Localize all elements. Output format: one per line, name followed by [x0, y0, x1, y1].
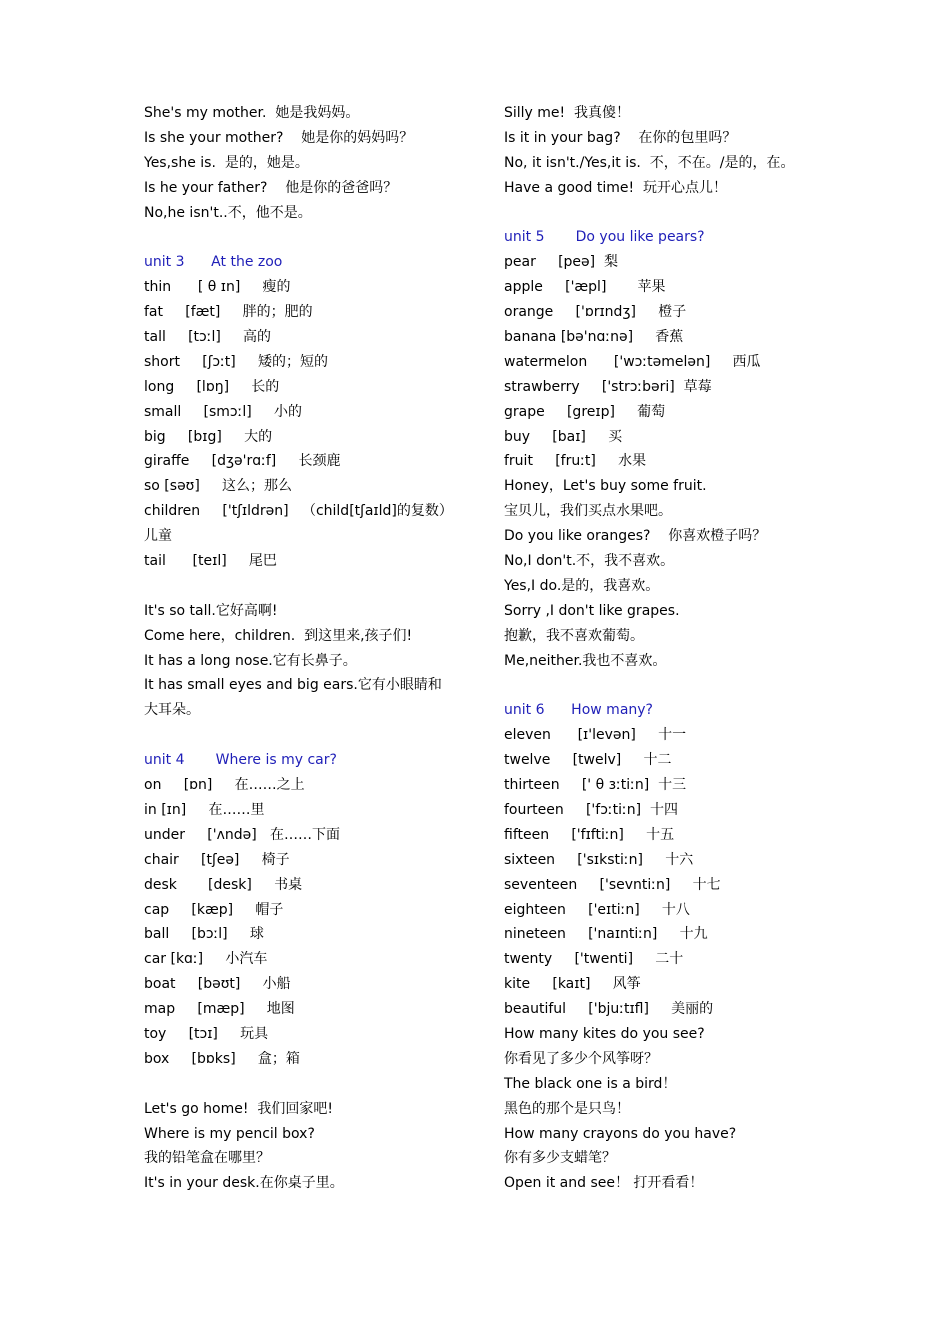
text-line: map [mæp] 地图 [144, 1001, 295, 1018]
text-line: box [bɒks] 盒；箱 [144, 1050, 300, 1067]
text-line: 我的铅笔盒在哪里？ [144, 1150, 270, 1167]
spacer [504, 201, 834, 226]
text-line: thirteen [' θ ɜːtiːn] 十三 [504, 777, 687, 794]
text-line: watermelon ['wɔːtəmelən] 西瓜 [504, 353, 761, 370]
text-line: The black one is a bird！ [504, 1075, 677, 1092]
text-line: fat [fæt] 胖的；肥的 [144, 304, 313, 321]
text-line: eleven [ɪ'levən] 十一 [504, 727, 687, 744]
text-line: car [kɑː] 小汽车 [144, 951, 268, 968]
text-line: No,I don't.不，我不喜欢。 [504, 553, 675, 570]
text-line: twenty ['twenti] 二十 [504, 951, 684, 968]
text-line: fourteen ['fɔːtiːn] 十四 [504, 801, 678, 818]
text-line: desk [desk] 书桌 [144, 876, 303, 893]
text-line: ball [bɔːl] 球 [144, 926, 264, 943]
text-line: giraffe [dʒə'rɑːf] 长颈鹿 [144, 453, 341, 470]
text-line: 你有多少支蜡笔？ [504, 1150, 616, 1167]
spacer [144, 574, 464, 599]
text-line: toy [tɔɪ] 玩具 [144, 1025, 269, 1042]
text-line: 大耳朵。 [144, 702, 200, 719]
text-line: strawberry ['strɔːbəri] 草莓 [504, 378, 712, 395]
text-line: tail [teɪl] 尾巴 [144, 553, 277, 570]
text-line: It has a long nose.它有长鼻子。 [144, 652, 357, 669]
unit-heading: unit 3 At the zoo [144, 254, 283, 271]
text-line: Do you like oranges? 你喜欢橙子吗？ [504, 528, 767, 545]
text-line: beautiful ['bjuːtɪfl] 美丽的 [504, 1001, 714, 1018]
text-line: so [səʊ] 这么；那么 [144, 478, 293, 495]
text-line: 黑色的那个是只鸟！ [504, 1100, 630, 1117]
text-line: in [ɪn] 在……里 [144, 801, 265, 818]
text-line: apple ['æpl] 苹果 [504, 279, 666, 296]
text-line: tall [tɔːl] 高的 [144, 329, 272, 346]
text-line: 抱歉，我不喜欢葡萄。 [504, 627, 644, 644]
text-line: on [ɒn] 在……之上 [144, 777, 305, 794]
spacer [144, 225, 464, 250]
text-line: twelve [twelv] 十二 [504, 752, 672, 769]
text-line: Silly me! 我真傻！ [504, 105, 631, 121]
text-line: Come here，children. 到这里来,孩子们! [144, 627, 413, 644]
text-line: thin [ θ ɪn] 瘦的 [144, 279, 291, 296]
text-line: 儿童 [144, 528, 172, 545]
text-line: fruit [fruːt] 水果 [504, 453, 647, 470]
text-line: eighteen ['eɪtiːn] 十八 [504, 901, 690, 918]
text-line: Is she your mother? 她是你的妈妈吗？ [144, 129, 414, 146]
text-line: banana [bə'nɑːnə] 香蕉 [504, 329, 684, 346]
text-line: long [lɒŋ] 长的 [144, 378, 280, 395]
text-line: How many crayons do you have? [504, 1125, 737, 1142]
text-line: cap [kæp] 帽子 [144, 901, 284, 918]
text-line: boat [bəʊt] 小船 [144, 976, 291, 993]
left-column [144, 101, 464, 1196]
text-line: big [bɪg] 大的 [144, 428, 273, 445]
text-line: chair [tʃeə] 椅子 [144, 851, 290, 868]
right-column [504, 101, 834, 1196]
text-line: small [smɔːl] 小的 [144, 403, 302, 420]
text-line: Let's go home! 我们回家吧! [144, 1100, 333, 1117]
text-line: kite [kaɪt] 风筝 [504, 976, 641, 993]
text-line: Where is my pencil box? [144, 1125, 315, 1142]
text-line: seventeen ['sevntiːn] 十七 [504, 876, 721, 893]
spacer [504, 673, 834, 698]
text-line: It has small eyes and big ears.它有小眼睛和 [144, 677, 442, 694]
text-line: It's so tall.它好高啊! [144, 602, 278, 619]
text-line: Honey，Let's buy some fruit. [504, 478, 707, 495]
unit-heading: unit 4 Where is my car? [144, 752, 337, 769]
text-line: sixteen ['sɪkstiːn] 十六 [504, 851, 694, 868]
text-line: 宝贝儿，我们买点水果吧。 [504, 503, 672, 520]
spacer [144, 1072, 464, 1097]
text-line: How many kites do you see? [504, 1025, 705, 1042]
spacer [144, 723, 464, 748]
text-line: pear [peə] 梨 [504, 254, 619, 271]
text-line: Me,neither.我也不喜欢。 [504, 652, 667, 669]
text-line: under ['ʌndə] 在……下面 [144, 826, 341, 843]
text-line: No, it isn't./Yes,it is. 不，不在。/是的，在。 [504, 154, 795, 171]
text-line: No,he isn't..不，他不是。 [144, 204, 312, 221]
text-line: Is it in your bag? 在你的包里吗？ [504, 129, 737, 146]
text-line: Yes,she is. 是的，她是。 [144, 154, 309, 171]
text-line: It's in your desk.在你桌子里。 [144, 1175, 344, 1192]
text-line: orange ['ɒrɪndʒ] 橙子 [504, 304, 687, 321]
text-line: Sorry ,I don't like grapes. [504, 602, 680, 619]
text-line: Open it and see！ 打开看看！ [504, 1175, 704, 1192]
text-line: Yes,I do.是的，我喜欢。 [504, 577, 660, 594]
text-line: She's my mother. 她是我妈妈。 [144, 105, 360, 121]
unit-heading: unit 6 How many? [504, 702, 653, 719]
text-line: 你看见了多少个风筝呀？ [504, 1050, 658, 1067]
text-line: Is he your father? 他是你的爸爸吗？ [144, 179, 398, 196]
text-line: children ['tʃɪldrən] （child[tʃaɪld]的复数） [144, 503, 453, 520]
text-line: nineteen ['naɪntiːn] 十九 [504, 926, 708, 943]
text-line: Have a good time! 玩开心点儿！ [504, 179, 727, 196]
text-line: short [ʃɔːt] 矮的；短的 [144, 353, 329, 370]
unit-heading: unit 5 Do you like pears? [504, 229, 705, 246]
text-line: fifteen ['fɪftiːn] 十五 [504, 826, 675, 843]
text-line: buy [baɪ] 买 [504, 428, 623, 445]
text-line: grape [greɪp] 葡萄 [504, 403, 666, 420]
